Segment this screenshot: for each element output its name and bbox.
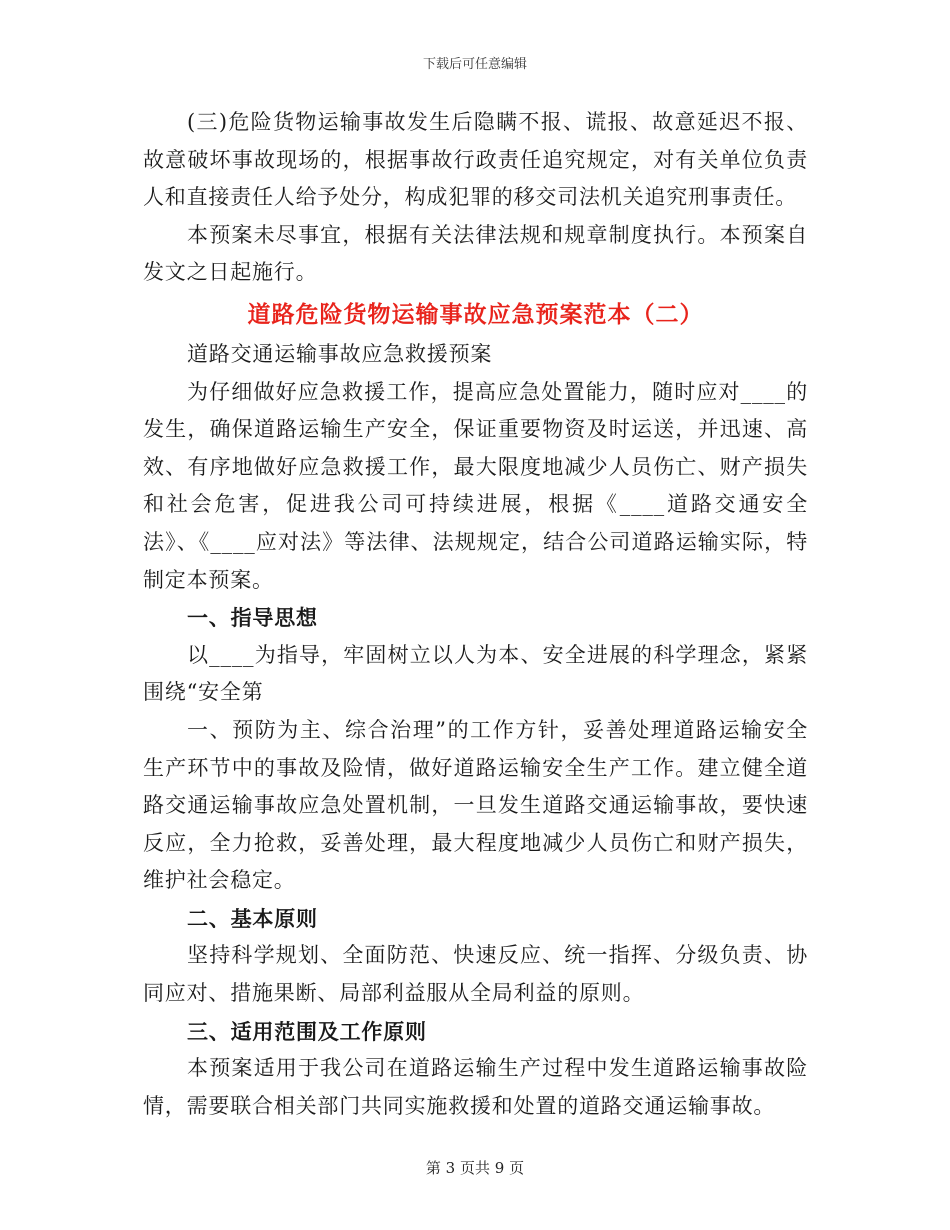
document-title: 道路危险货物运输事故应急预案范本（二） [247,300,704,328]
paragraph-principles: 坚持科学规划、全面防范、快速反应、统一指挥、分级负责、协同应对、措施果断、局部利益服从全局利益的原则。 [143,943,808,1006]
section-heading-scope: 三、适用范围及工作原则 [187,1018,427,1044]
section-heading-basic-principles: 二、基本原则 [187,905,318,931]
paragraph-effective: 本预案未尽事宜，根据有关法律法规和规章制度执行。本预案自发文之日起施行。 [143,222,808,285]
paragraph-guiding-1: 以____为指导，牢固树立以人为本、安全进展的科学理念，紧紧围绕“安全第 [143,642,808,705]
document-body [143,104,808,1125]
paragraph-intro: 为仔细做好应急救援工作，提高应急处置能力，随时应对____的发生，确保道路运输生产安全，保证重要物资及时运送，并迅速、高效、有序地做好应急救援工作，最大限度地减少人员伤亡、财产损失和社会危害，促进我公司可持续进展，根据《____道路交通安全法》、《____应对法》等法律、法规规定，结合公司道路运输实际，特制定本预案。 [143,379,808,592]
paragraph-penalty: (三)危险货物运输事故发生后隐瞒不报、谎报、故意延迟不报、故意破坏事故现场的，根据事故行政责任追究规定，对有关单位负责人和直接责任人给予处分，构成犯罪的移交司法机关追究刑事责任。 [143,110,808,210]
document-subtitle: 道路交通运输事故应急救援预案 [187,341,493,366]
paragraph-scope: 本预案适用于我公司在道路运输生产过程中发生道路运输事故险情，需要联合相关部门共同实施救援和处置的道路交通运输事故。 [143,1056,808,1118]
page-number: 第 3 页共 9 页 [425,1159,525,1177]
section-heading-guiding-ideology: 一、指导思想 [187,605,318,631]
paragraph-guiding-2: 一、预防为主、综合治理”的工作方针，妥善处理道路运输安全生产环节中的事故及险情，做好道路运输安全生产工作。建立健全道路交通运输事故应急处置机制，一旦发生道路交通运输事故，要快速反应，全力抢救，妥善处理，最大程度地减少人员伤亡和财产损失，维护社会稳定。 [143,717,808,893]
page-header: 下载后可任意编辑 [422,57,527,72]
